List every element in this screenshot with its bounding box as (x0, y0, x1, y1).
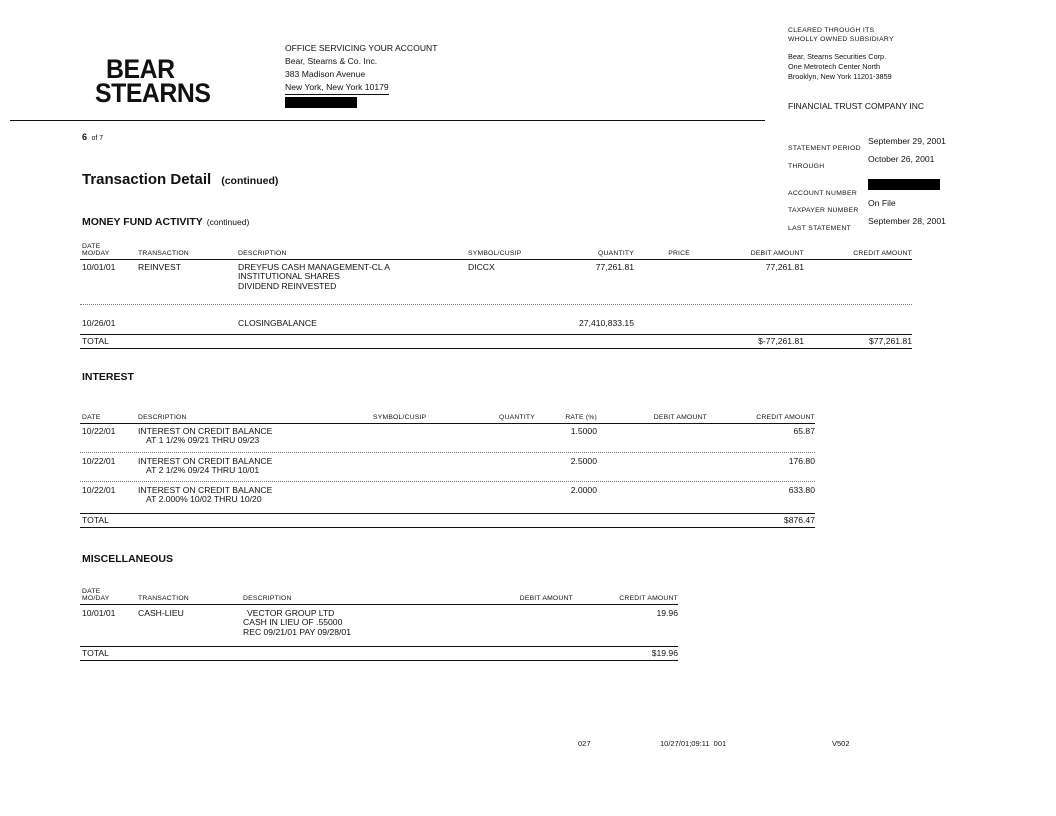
interest-row (80, 486, 815, 505)
total-credit: $19.96 (651, 647, 678, 658)
money-fund-header-rule (80, 259, 912, 260)
cell-rate: 1.5000 (570, 426, 597, 436)
cell-credit: 65.87 (793, 426, 815, 436)
cell-description (238, 263, 468, 291)
clearing-address2: Brooklyn, New York 11201-3859 (788, 72, 892, 81)
description-line: AT 2.000% 10/02 THRU 10/20 (146, 494, 262, 505)
money-fund-heading (82, 216, 249, 228)
meta-through (788, 155, 1018, 173)
statement-period-label: STATEMENT PERIOD (788, 145, 861, 152)
miscellaneous-heading: MISCELLANEOUS (82, 553, 174, 565)
cell-rate: 2.0000 (570, 485, 597, 496)
money-fund-total-rule-top (80, 334, 912, 335)
cell-debit: 77,261.81 (765, 262, 804, 272)
col-header-credit: CREDIT AMOUNT (756, 414, 815, 421)
money-fund-row-closing-balance (80, 319, 912, 328)
cleared-note2: WHOLLY OWNED SUBSIDIARY (788, 36, 894, 43)
miscellaneous-header-row (80, 595, 678, 602)
miscellaneous-row-cash-lieu (80, 609, 678, 637)
cell-credit: 633.80 (788, 485, 815, 496)
cell-description (138, 427, 373, 446)
cell-credit: 176.80 (788, 455, 815, 466)
interest-total-row (80, 516, 815, 525)
clearing-firm: Bear, Stearns Securities Corp. (788, 52, 887, 61)
interest-total-rule-bottom (80, 527, 815, 528)
through-label: THROUGH (788, 163, 825, 170)
taxpayer-number-label: TAXPAYER NUMBER (788, 207, 859, 214)
last-statement-label: LAST STATEMENT (788, 225, 852, 232)
footer-code: V502 (832, 739, 850, 748)
bear-stearns-logo (95, 54, 211, 108)
office-label: OFFICE SERVICING YOUR ACCOUNT (285, 43, 438, 53)
cleared-through-note (788, 26, 894, 44)
statement-period-value: September 29, 2001 (868, 135, 946, 146)
total-label: TOTAL (82, 336, 109, 347)
cell-description: CLOSINGBALANCE (238, 317, 317, 328)
description-line: AT 2 1/2% 09/24 THRU 10/01 (146, 464, 260, 475)
taxpayer-number-value: On File (868, 197, 896, 208)
meta-account-number (788, 182, 1018, 200)
total-credit: $876.47 (783, 514, 815, 525)
col-header-quantity: QUANTITY (499, 414, 535, 421)
meta-taxpayer-number (788, 199, 1018, 217)
col-header-description: DESCRIPTION (243, 595, 292, 602)
miscellaneous-table (80, 588, 678, 661)
col-header-transaction: TRANSACTION (138, 595, 189, 602)
trust-company-name: FINANCIAL TRUST COMPANY INC (788, 101, 925, 111)
through-value: October 26, 2001 (868, 153, 935, 164)
description-line: INTEREST ON CREDIT BALANCE (138, 455, 273, 466)
page-of: of 7 (91, 135, 104, 142)
page-indicator (82, 127, 103, 145)
description-line: CASH IN LIEU OF .55000 (243, 617, 343, 628)
cell-date: 10/01/01 (82, 262, 116, 272)
col-header-moday: MO/DAY (82, 595, 110, 602)
total-label: TOTAL (82, 647, 109, 658)
col-header-debit: DEBIT AMOUNT (519, 595, 573, 602)
cell-date: 10/22/01 (82, 455, 116, 466)
col-header-debit: DEBIT AMOUNT (750, 250, 804, 257)
cell-date: 10/22/01 (82, 426, 116, 436)
office-servicing-block (285, 42, 437, 108)
col-header-price: PRICE (668, 250, 690, 257)
page-title-suffix: (continued) (221, 175, 279, 187)
interest-row (80, 457, 815, 476)
cell-symbol: DICCX (468, 262, 495, 272)
col-header-credit: CREDIT AMOUNT (853, 250, 912, 257)
description-line: VECTOR GROUP LTD (247, 608, 335, 618)
description-line: REC 09/21/01 PAY 09/28/01 (243, 626, 351, 637)
cell-description (138, 457, 373, 476)
miscellaneous-total-rule-top (80, 646, 678, 647)
col-header-debit: DEBIT AMOUNT (653, 414, 707, 421)
footer-timestamp: 10/27/01;09:11 001 (660, 739, 727, 748)
office-address2: New York, New York 10179 (285, 81, 389, 95)
money-fund-total-row (80, 337, 912, 346)
meta-statement-period (788, 137, 1018, 155)
logo-line2: STEARNS (95, 78, 211, 108)
col-header-description: DESCRIPTION (238, 250, 287, 257)
cell-date: 10/01/01 (82, 608, 116, 618)
miscellaneous-header-rule (80, 604, 678, 605)
cleared-note1: CLEARED THROUGH ITS (788, 27, 875, 34)
redacted-account-bar (285, 97, 357, 108)
col-header-credit: CREDIT AMOUNT (619, 595, 678, 602)
col-header-description: DESCRIPTION (138, 414, 187, 421)
col-header-symbol: SYMBOL/CUSIP (373, 414, 427, 421)
page-title-main: Transaction Detail (82, 171, 212, 188)
interest-table (80, 414, 815, 528)
col-header-moday: MO/DAY (82, 250, 110, 257)
total-label: TOTAL (82, 514, 109, 525)
miscellaneous-total-row (80, 649, 678, 658)
cell-rate: 2.5000 (570, 455, 597, 466)
cell-quantity: 77,261.81 (595, 262, 634, 272)
interest-row-divider (80, 452, 815, 453)
office-firm: Bear, Stearns & Co. Inc. (285, 56, 378, 66)
cell-date: 10/22/01 (82, 485, 116, 496)
money-fund-total-rule-bottom (80, 348, 912, 349)
description-line: INTEREST ON CREDIT BALANCE (138, 426, 273, 436)
col-header-date: DATE (82, 588, 101, 595)
clearing-address1: One Metrotech Center North (788, 62, 881, 71)
page-title (82, 171, 278, 188)
col-header-symbol: SYMBOL/CUSIP (468, 250, 522, 257)
description-line: AT 1 1/2% 09/21 THRU 09/23 (146, 435, 260, 446)
money-fund-header-row (80, 250, 912, 257)
interest-row-divider (80, 481, 815, 482)
cell-credit: 19.96 (656, 608, 678, 618)
description-line: INTEREST ON CREDIT BALANCE (138, 485, 273, 496)
col-header-date: DATE (82, 243, 101, 250)
logo-line1: BEAR (106, 54, 175, 84)
money-fund-row-reinvest (80, 263, 912, 291)
money-fund-table (80, 243, 912, 349)
interest-total-rule-top (80, 513, 815, 514)
last-statement-value: September 28, 2001 (868, 215, 946, 226)
total-debit: $-77,261.81 (758, 336, 804, 347)
header-divider (10, 120, 765, 121)
col-header-date: DATE (82, 414, 101, 421)
page-number: 6 (82, 132, 88, 142)
description-line: DIVIDEND REINVESTED (238, 280, 337, 291)
col-header-quantity: QUANTITY (598, 250, 634, 257)
description-line: DREYFUS CASH MANAGEMENT-CL A (238, 262, 391, 272)
interest-header-rule (80, 423, 815, 424)
office-address1: 383 Madison Avenue (285, 69, 366, 79)
description-line: INSTITUTIONAL SHARES (238, 271, 340, 282)
col-header-rate: RATE (%) (565, 414, 597, 421)
footer-batch: 027 (578, 739, 591, 748)
money-fund-heading-suffix: (continued) (206, 217, 250, 227)
cell-description (138, 486, 373, 505)
money-fund-heading-text: MONEY FUND ACTIVITY (82, 216, 203, 228)
col-header-transaction: TRANSACTION (138, 250, 189, 257)
total-credit: $77,261.81 (868, 336, 912, 347)
interest-row (80, 427, 815, 446)
meta-last-statement (788, 217, 1018, 235)
cell-date: 10/26/01 (82, 317, 116, 328)
cell-transaction: CASH-LIEU (138, 608, 184, 618)
cell-description (243, 609, 473, 637)
cell-quantity: 27,410,833.15 (579, 317, 634, 328)
interest-header-row (80, 414, 815, 421)
money-fund-row-divider (80, 304, 912, 305)
clearing-firm-block (788, 52, 892, 82)
miscellaneous-total-rule-bottom (80, 660, 678, 661)
account-number-label: ACCOUNT NUMBER (788, 190, 858, 197)
interest-heading: INTEREST (82, 371, 134, 383)
cell-transaction: REINVEST (138, 262, 181, 272)
redacted-account-number (868, 179, 940, 190)
